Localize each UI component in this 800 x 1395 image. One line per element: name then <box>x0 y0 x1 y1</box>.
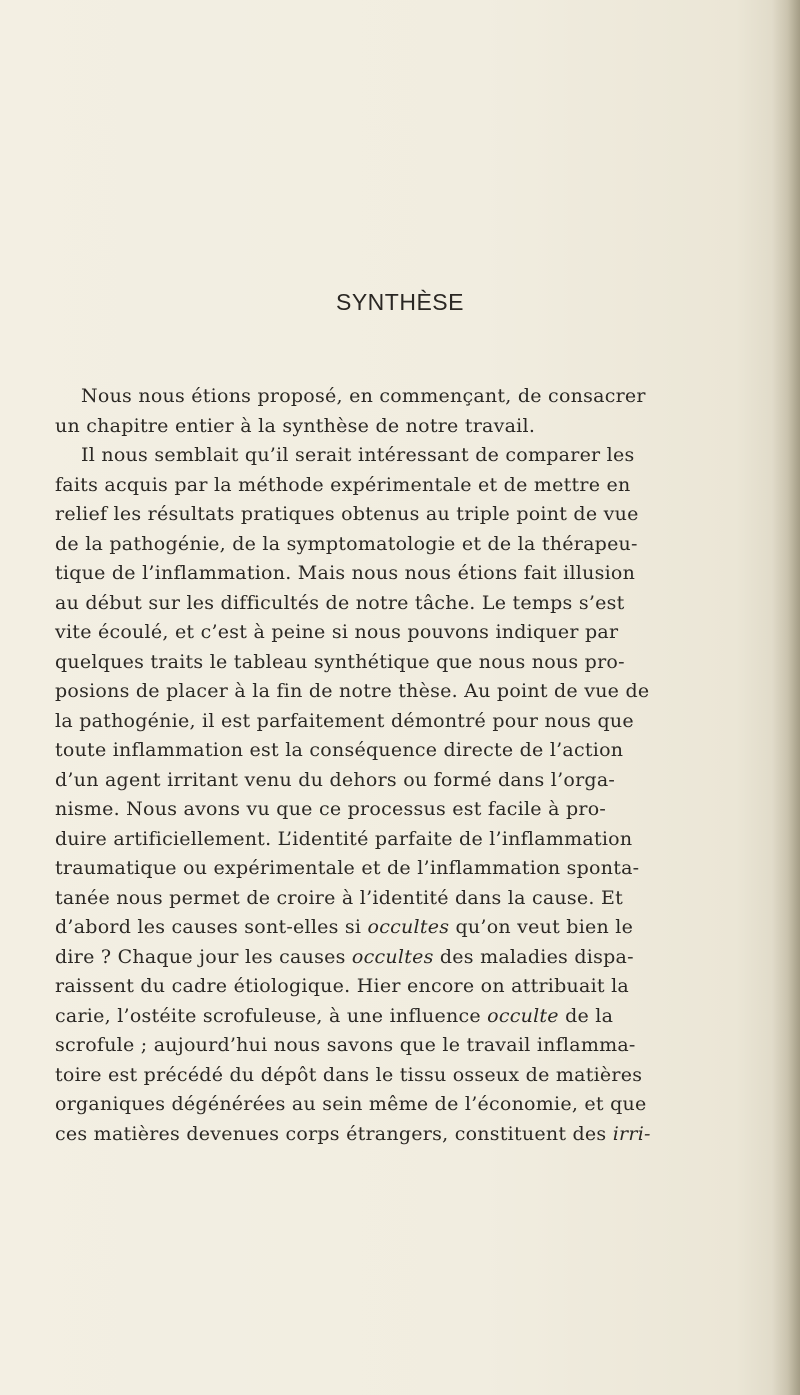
text-line: duire artificiellement. L’identité parfaite de l’inflammation <box>55 827 633 850</box>
text-line: d’un agent irritant venu du dehors ou formé dans l’orga- <box>55 768 616 791</box>
text-line: nisme. Nous avons vu que ce processus est facile à pro- <box>55 798 607 820</box>
text-line: tanée nous permet de croire à l’identité dans la cause. Et <box>55 886 623 909</box>
text-line: quelques traits le tableau synthétique que nous nous pro- <box>55 650 625 673</box>
text-line: un chapitre entier à la synthèse de notre travail. <box>55 414 536 437</box>
text-line: tique de l’inflammation. Mais nous nous étions fait illusion <box>55 562 636 584</box>
text-line: Il nous semblait qu’il serait intéressant de comparer les <box>81 444 635 466</box>
text-line: de la pathogénie, de la symptomatologie et de la thérapeu- <box>55 532 638 555</box>
page-title: SYNTHÈSE <box>336 289 464 315</box>
text-line: posions de placer à la fin de notre thèse. Au point de vue de <box>55 680 650 702</box>
text-line: relief les résultats pratiques obtenus au triple point de vue <box>55 503 639 525</box>
text-line: d’abord les causes sont-elles si occultes qu’on veut bien le <box>55 916 634 938</box>
text-line: la pathogénie, il est parfaitement démontré pour nous que <box>55 709 634 732</box>
text-line: organiques dégénérées au sein même de l’économie, et que <box>55 1093 647 1115</box>
body-paragraph <box>55 382 775 1149</box>
text-line: carie, l’ostéite scrofuleuse, à une influence occulte de la <box>55 1004 614 1027</box>
text-line: raissent du cadre étiologique. Hier encore on attribuait la <box>55 975 629 997</box>
text-line: faits acquis par la méthode expérimentale et de mettre en <box>55 473 631 496</box>
text-line: au début sur les difficultés de notre tâche. Le temps s’est <box>55 591 625 614</box>
text-line: Nous nous étions proposé, en commençant, de consacrer <box>81 385 646 407</box>
text-line: scrofule ; aujourd’hui nous savons que le travail inflamma- <box>55 1034 636 1056</box>
text-line: toire est précédé du dépôt dans le tissu osseux de matières <box>55 1063 643 1086</box>
text-line: dire ? Chaque jour les causes occultes des maladies dispa- <box>55 945 634 968</box>
text-line: vite écoulé, et c’est à peine si nous pouvons indiquer par <box>55 621 619 643</box>
text-line: traumatique ou expérimentale et de l’inflammation sponta- <box>55 857 640 879</box>
text-line: ces matières devenues corps étrangers, constituent des irri- <box>55 1122 651 1145</box>
text-line: toute inflammation est la conséquence directe de l’action <box>55 739 624 761</box>
page-edge-shadow <box>772 0 800 1395</box>
